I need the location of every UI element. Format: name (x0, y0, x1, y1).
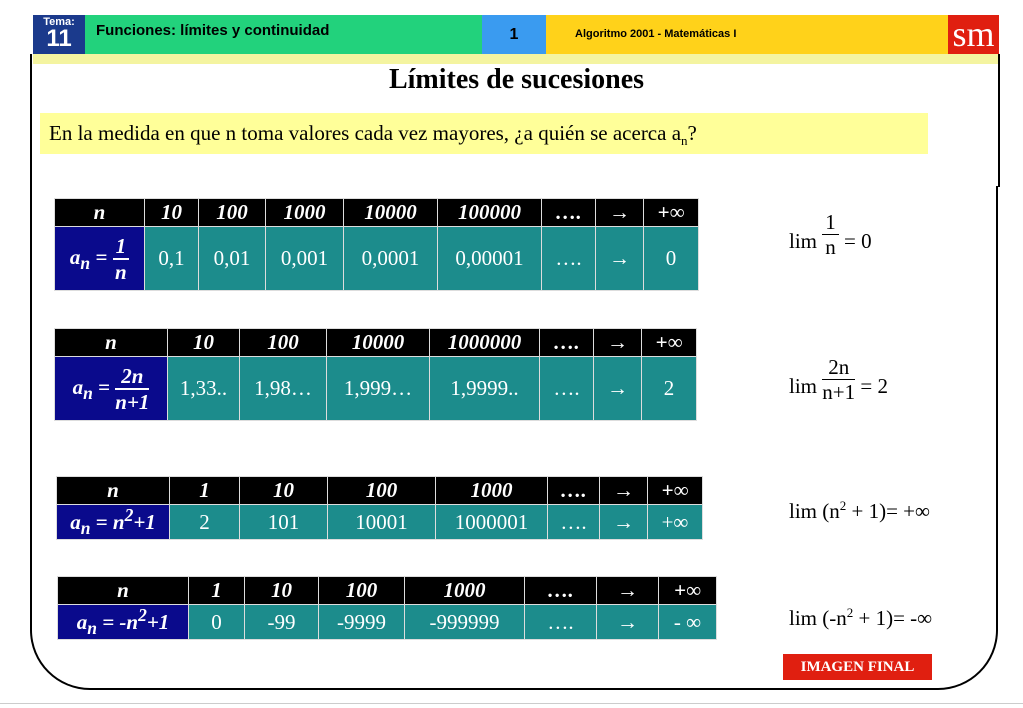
value-cell: 1,9999.. (430, 357, 540, 421)
bottom-divider (0, 703, 1023, 704)
value-cell: → (596, 227, 644, 291)
header-cell: +∞ (648, 477, 703, 505)
value-cell: 101 (240, 505, 328, 540)
header-cell: 1 (189, 577, 245, 605)
value-cell: 1,98… (240, 357, 327, 421)
header-cell: 1000 (266, 199, 344, 227)
page-number: 1 (482, 15, 546, 54)
header-cell: n (55, 329, 168, 357)
header-cell: 1 (170, 477, 240, 505)
sequence-label: $a_n = -n^2+1$ (58, 605, 189, 640)
value-cell: 0,00001 (438, 227, 542, 291)
header-cell: 1000 (405, 577, 525, 605)
sequence-label: $a_n$ = $\frac{1}{n}$ (55, 227, 145, 291)
value-cell: 1,999… (327, 357, 430, 421)
value-cell: -9999 (319, 605, 405, 640)
sm-logo: sm (948, 15, 999, 54)
value-cell: 0 (189, 605, 245, 640)
sequence-table-3 (56, 476, 703, 540)
header-cell: → (597, 577, 659, 605)
header-cell: 10 (245, 577, 319, 605)
header-cell: 1000 (436, 477, 548, 505)
value-cell: 2 (170, 505, 240, 540)
sequence-label: $a_n = n^2+1$ (57, 505, 170, 540)
value-cell: 1,33.. (168, 357, 240, 421)
value-cell: → (600, 505, 648, 540)
sequence-label: $a_n$ = $\frac{2n}{n+1}$ (55, 357, 168, 421)
question-end: ? (687, 121, 697, 145)
header-cell: 100 (240, 329, 327, 357)
book-title: Algoritmo 2001 - Matemáticas I (546, 15, 948, 54)
header-cell: 10000 (344, 199, 438, 227)
imagen-final-button[interactable]: IMAGEN FINAL (783, 654, 932, 680)
value-cell: 0,1 (145, 227, 199, 291)
header-cell: → (594, 329, 642, 357)
sequence-table-2 (54, 328, 697, 421)
value-cell: 0,0001 (344, 227, 438, 291)
header-cell: 100000 (438, 199, 542, 227)
header-cell: 10000 (327, 329, 430, 357)
value-cell: - ∞ (659, 605, 717, 640)
value-cell: +∞ (648, 505, 703, 540)
value-cell: 1000001 (436, 505, 548, 540)
header-cell: +∞ (644, 199, 699, 227)
tema-label: Tema: (43, 16, 75, 28)
header-cell: n (55, 199, 145, 227)
page-title: Límites de sucesiones (388, 64, 645, 95)
sequence-table-4 (57, 576, 717, 640)
header-underline (33, 54, 999, 64)
tema-badge (33, 15, 85, 54)
header-cell: +∞ (659, 577, 717, 605)
header-cell: …. (548, 477, 600, 505)
value-cell: 2 (642, 357, 697, 421)
tema-number: 11 (46, 25, 72, 52)
value-cell: → (597, 605, 659, 640)
value-cell: 0 (644, 227, 699, 291)
limit-result-1: lim $\frac{1}{n}$ = 0 (789, 210, 872, 259)
header-cell: 10 (240, 477, 328, 505)
value-cell: 0,01 (199, 227, 266, 291)
sequence-table-1 (54, 198, 699, 291)
header-cell: …. (540, 329, 594, 357)
header-cell: 10 (145, 199, 199, 227)
value-cell: 10001 (328, 505, 436, 540)
value-cell: …. (525, 605, 597, 640)
question-sub: n (681, 133, 688, 149)
header-cell: 100 (319, 577, 405, 605)
value-cell: -999999 (405, 605, 525, 640)
value-cell: …. (540, 357, 594, 421)
question-text: En la medida en que n toma valores cada vez mayores, ¿a quién se acerca a (49, 121, 682, 145)
header-cell: …. (542, 199, 596, 227)
header-cell: n (57, 477, 170, 505)
chapter-title: Funciones: límites y continuidad (85, 15, 482, 54)
header-cell: 100 (328, 477, 436, 505)
value-cell: → (594, 357, 642, 421)
limit-result-3: $\lim (n^2 + 1)=$ +∞ (789, 498, 930, 523)
header-cell: 100 (199, 199, 266, 227)
value-cell: -99 (245, 605, 319, 640)
limit-result-2: lim $\frac{2n}{n+1}$ = 2 (789, 355, 888, 404)
value-cell: 0,001 (266, 227, 344, 291)
question-box (40, 113, 928, 154)
value-cell: …. (548, 505, 600, 540)
limit-result-4: $\lim (-n^2 + 1)=$ -∞ (789, 605, 933, 630)
header-cell: +∞ (642, 329, 697, 357)
header-cell: → (596, 199, 644, 227)
header-cell: …. (525, 577, 597, 605)
header-cell: 1000000 (430, 329, 540, 357)
value-cell: …. (542, 227, 596, 291)
header-cell: → (600, 477, 648, 505)
header-cell: 10 (168, 329, 240, 357)
header-cell: n (58, 577, 189, 605)
